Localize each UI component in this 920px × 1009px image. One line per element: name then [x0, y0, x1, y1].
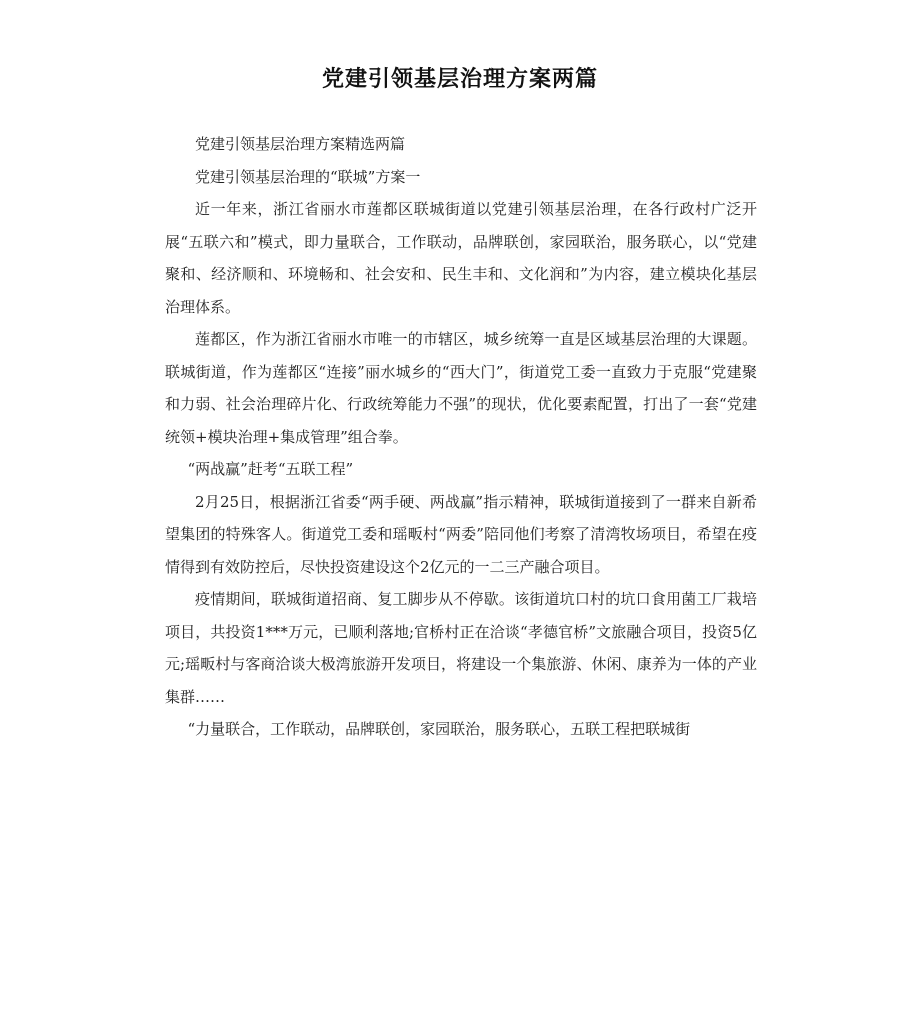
- paragraph-subheading: “两战赢”赶考“五联工程”: [187, 460, 354, 478]
- paragraph-subtitle: 党建引领基层治理方案精选两篇: [195, 135, 406, 153]
- document-body: [165, 128, 757, 746]
- document-title: 党建引领基层治理方案两篇: [321, 67, 598, 92]
- paragraph: 2月25日，根据浙江省委“两手硬、两战赢”指示精神，联城街道接到了一群来自新希望集团的特殊客人。街道党工委和瑶畈村“两委”陪同他们考察了清湾牧场项目，希望在疫情得到有效防控后，尽快投资建设这个2亿元的一二三产融合项目。: [165, 492, 757, 576]
- paragraph: 莲都区，作为浙江省丽水市唯一的市辖区，城乡统筹一直是区域基层治理的大课题。联城街道，作为莲都区“连接”丽水城乡的“西大门”，街道党工委一直致力于克服“党建聚和力弱、社会治理碎片化、行政统筹能力不强”的现状，优化要素配置，打出了一套“党建统领+模块治理+集成管理”组合拳。: [165, 330, 757, 446]
- paragraph-section-heading: 党建引领基层治理的“联城”方案一: [195, 167, 421, 186]
- paragraph: “力量联合，工作联动，品牌联创，家园联治，服务联心，五联工程把联城街: [187, 720, 691, 738]
- paragraph: 近一年来，浙江省丽水市莲都区联城街道以党建引领基层治理，在各行政村广泛开展“五联六和”模式，即力量联合，工作联动，品牌联创，家园联治，服务联心，以“党建聚和、经济顺和、环境畅和、社会安和、民生丰和、文化润和”为内容，建立模块化基层治理体系。: [165, 200, 757, 316]
- paragraph: 疫情期间，联城街道招商、复工脚步从不停歇。该街道坑口村的坑口食用菌工厂栽培项目，共投资1***万元，已顺利落地;官桥村正在洽谈“孝德官桥”文旅融合项目，投资5亿元;瑶畈村与客商洽谈大极湾旅游开发项目，将建设一个集旅游、休闲、康养为一体的产业集群……: [165, 590, 757, 706]
